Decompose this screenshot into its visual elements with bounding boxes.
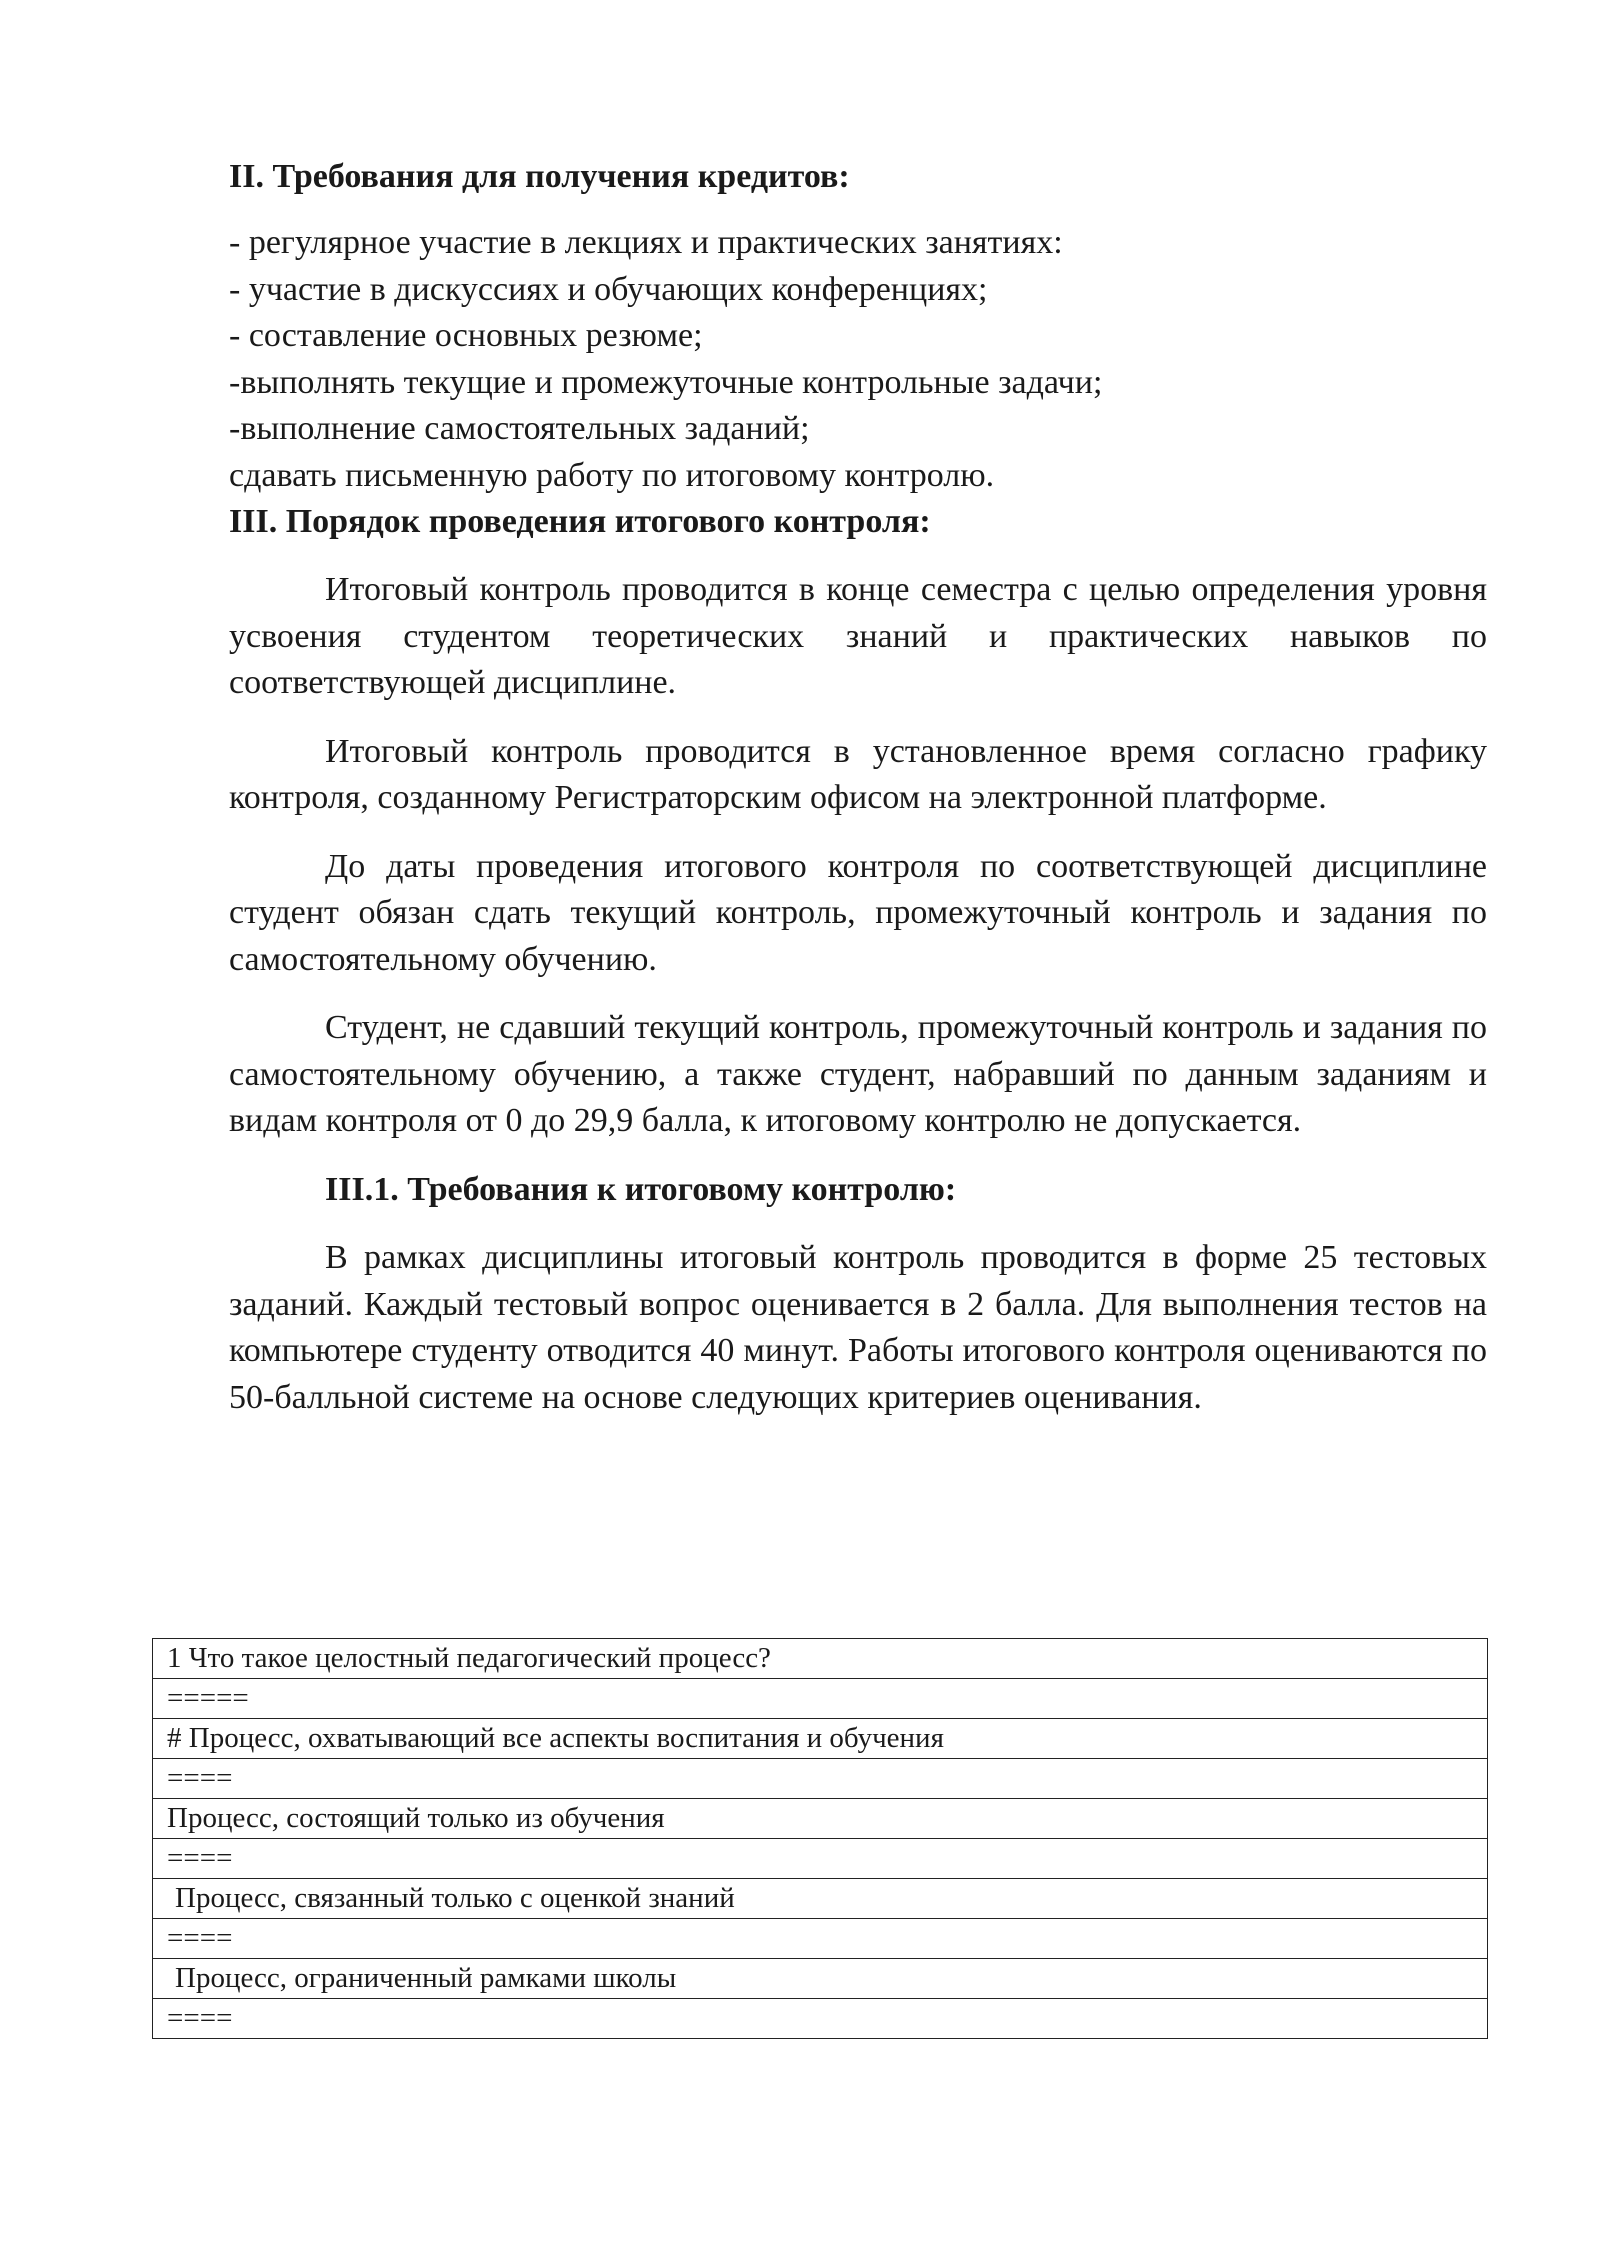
table-row [153, 1919, 1488, 1959]
paragraph: Студент, не сдавший текущий контроль, промежуточный контроль и задания по самостоятельному обучению, а также студент, набравший по данным заданиям и видам контроля от 0 до 29,9 балла, к итоговому контролю не допускается. [229, 1009, 1487, 1139]
table-row [153, 1719, 1488, 1759]
paragraph: Итоговый контроль проводится в конце семестра с целью определения уровня усвоения студентом теоретических знаний и практических навыков по соответствующей дисциплине. [229, 571, 1487, 701]
paragraph: В рамках дисциплины итоговый контроль проводится в форме 25 тестовых заданий. Каждый тестовый вопрос оценивается в 2 балла. Для выполнения тестов на компьютере студенту отводится 40 минут. Работы итогового контроля оцениваются по 50-балльной системе на основе следующих критериев оценивания. [229, 1239, 1487, 1416]
table-row [153, 1759, 1488, 1799]
list-item: сдавать письменную работу по итоговому контролю. [229, 456, 995, 494]
table-row [153, 1839, 1488, 1879]
separator-cell: ==== [153, 1999, 1488, 2039]
requirements-list [229, 220, 1487, 499]
table-row [153, 1799, 1488, 1839]
separator-cell: ===== [153, 1679, 1488, 1719]
question-cell: 1 Что такое целостный педагогический процесс? [153, 1639, 1488, 1679]
section-3-body [229, 567, 1487, 1443]
list-item: -выполнять текущие и промежуточные контрольные задачи; [229, 363, 1103, 401]
list-item: - составление основных резюме; [229, 317, 703, 354]
test-question-table [152, 1638, 1488, 2039]
paragraph: До даты проведения итогового контроля по соответствующей дисциплине студент обязан сдать текущий контроль, промежуточный контроль и задания по самостоятельному обучению. [229, 847, 1487, 978]
section-2-heading: II. Требования для получения кредитов: [229, 158, 850, 195]
separator-cell: ==== [153, 1839, 1488, 1879]
answer-cell: Процесс, ограниченный рамками школы [153, 1959, 1488, 1999]
table-row [153, 1959, 1488, 1999]
list-item: -выполнение самостоятельных заданий; [229, 410, 810, 447]
answer-cell: Процесс, связанный только с оценкой знаний [153, 1879, 1488, 1919]
separator-cell: ==== [153, 1919, 1488, 1959]
requirements-list-block [229, 220, 1487, 546]
answer-cell: # Процесс, охватывающий все аспекты воспитания и обучения [153, 1719, 1488, 1759]
list-item: - участие в дискуссиях и обучающих конференциях; [229, 270, 988, 308]
table-row [153, 1679, 1488, 1719]
table-row [153, 1639, 1488, 1679]
list-item: - регулярное участие в лекциях и практических занятиях: [229, 224, 1063, 261]
separator-cell: ==== [153, 1759, 1488, 1799]
answer-cell: Процесс, состоящий только из обучения [153, 1799, 1488, 1839]
section-2 [229, 154, 1487, 201]
table-row [153, 1999, 1488, 2039]
section-3-heading: III. Порядок проведения итогового контроля: [229, 503, 931, 540]
section-3-1-heading: III.1. Требования к итоговому контролю: [325, 1170, 957, 1208]
paragraph: Итоговый контроль проводится в установленное время согласно графику контроля, созданному Регистраторским офисом на электронной платформе. [229, 732, 1487, 816]
table-row [153, 1879, 1488, 1919]
